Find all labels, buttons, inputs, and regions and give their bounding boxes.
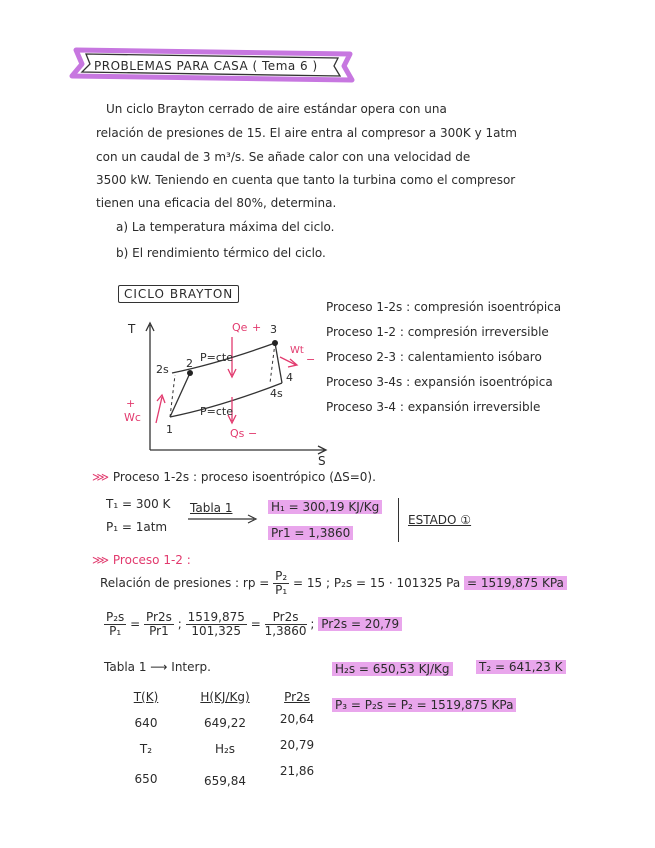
f4-den: 1,3860	[264, 624, 307, 638]
qs-label: Qs	[230, 427, 245, 440]
table-cell: 650	[134, 772, 158, 786]
table-cell: 649,22	[204, 716, 246, 730]
question-b: b) El rendimiento térmico del ciclo.	[116, 246, 326, 260]
qe-sign: +	[252, 321, 262, 334]
intro-line-2: relación de presiones de 15. El aire entra al compresor a 300K y 1atm	[96, 126, 517, 140]
wt-label: Wt	[290, 345, 304, 356]
axis-t-label: T	[128, 322, 136, 336]
process-4: Proceso 3-4s : expansión isoentrópica	[326, 375, 553, 389]
section1-header	[92, 470, 376, 484]
table-cell: 21,86	[279, 764, 315, 778]
intro-line-1: Un ciclo Brayton cerrado de aire estándar opera con una	[106, 102, 447, 116]
table-cell: 640	[134, 716, 158, 730]
ratio-value: = 15 ;	[293, 576, 331, 590]
h1-value: H₁ = 300,19 KJ/Kg	[268, 500, 382, 514]
f4-num: Pr2s	[265, 611, 307, 625]
fraction-pr2s-pr1	[144, 611, 174, 638]
tabla-interp: Tabla 1 ⟶ Interp.	[104, 660, 211, 674]
f1-den: P₁	[109, 624, 122, 638]
eq-1: =	[130, 617, 141, 631]
intro-line-3: con un caudal de 3 m³/s. Se añade calor con una velocidad de	[96, 150, 471, 164]
h2s-value: H₂s = 650,53 KJ/Kg	[332, 662, 453, 676]
section2-header-text: Proceso 1-2 :	[112, 553, 191, 567]
pr1-value: Pr1 = 1,3860	[268, 526, 353, 540]
p1-value: P₁ = 1atm	[106, 520, 168, 534]
page-title: PROBLEMAS PARA CASA ( Tema 6 )	[94, 59, 318, 73]
table-cell: H₂s	[214, 742, 236, 756]
wt-sign: −	[306, 353, 316, 366]
f2-den: Pr1	[149, 624, 169, 638]
section1-marker: ⋙	[92, 470, 110, 484]
process-3: Proceso 2-3 : calentamiento isóbaro	[326, 350, 542, 364]
table-header-h: H(KJ/Kg)	[200, 690, 250, 704]
process-5: Proceso 3-4 : expansión irreversible	[326, 400, 541, 414]
table-header-t: T(K)	[133, 690, 159, 704]
p-const-bottom: P=cte	[200, 405, 233, 418]
table-header-pr: Pr2s	[284, 690, 310, 704]
p2s-calc: P₂s = 15 · 101325 Pa	[333, 576, 461, 590]
ratio-den: P₁	[275, 583, 288, 597]
t1-value: T₁ = 300 K	[106, 497, 171, 511]
point-4-label: 4	[286, 371, 293, 384]
estado-label: ESTADO ①	[408, 513, 472, 527]
estado-divider	[398, 498, 399, 542]
table-cell: 659,84	[204, 774, 246, 788]
process-2: Proceso 1-2 : compresión irreversible	[326, 325, 549, 339]
t2-value: T₂ = 641,23 K	[476, 660, 566, 674]
fraction-p2s-p1	[104, 611, 126, 638]
p2s-value: = 1519,875 KPa	[464, 576, 567, 590]
table-cell: 20,79	[279, 738, 315, 752]
question-a: a) La temperatura máxima del ciclo.	[116, 220, 335, 234]
point-2-label: 2	[186, 357, 193, 370]
axis-s-label: S	[318, 454, 326, 465]
intro-line-4: 3500 kW. Teniendo en cuenta que tanto la turbina como el compresor	[96, 173, 516, 187]
table-cell: T₂	[139, 742, 153, 756]
intro-line-5: tienen una eficacia del 80%, determina.	[96, 196, 337, 210]
ratio-label: Relación de presiones : rp =	[100, 576, 270, 590]
fraction-pr2s-value	[265, 611, 307, 638]
section2-header	[92, 553, 191, 567]
pr2s-value: Pr2s = 20,79	[318, 617, 402, 631]
ts-diagram	[120, 315, 335, 465]
section2-marker: ⋙	[92, 553, 110, 567]
f3-num: 1519,875	[187, 610, 245, 624]
ratio-num: P₂	[275, 569, 288, 583]
wc-sign: +	[126, 397, 136, 410]
p3-value: P₃ = P₂s = P₂ = 1519,875 KPa	[332, 698, 516, 712]
fraction-pressures	[186, 611, 247, 638]
point-4s-label: 4s	[270, 387, 283, 400]
p-const-top: P=cte	[200, 351, 233, 364]
eq-3: =	[250, 617, 261, 631]
point-3-label: 3	[270, 323, 277, 336]
point-1-label: 1	[166, 423, 173, 436]
wc-label: Wc	[124, 411, 141, 424]
qs-sign: −	[248, 427, 258, 440]
ratio-line	[100, 570, 567, 597]
ratio-fraction	[273, 570, 289, 597]
cycle-box-label: CICLO BRAYTON	[118, 285, 239, 303]
process-1: Proceso 1-2s : compresión isoentrópica	[326, 300, 562, 314]
pr-ratio-line	[104, 610, 402, 638]
tabla-arrow	[188, 514, 260, 524]
f1-num: P₂s	[106, 610, 125, 624]
title-banner	[68, 46, 358, 86]
tabla-label: Tabla 1	[190, 501, 233, 515]
eq-2: ;	[177, 617, 182, 631]
point-2s-label: 2s	[156, 363, 169, 376]
f3-den: 101,325	[191, 624, 242, 638]
table-cell: 20,64	[279, 712, 315, 726]
f2-num: Pr2s	[146, 610, 172, 624]
qe-label: Qe	[232, 321, 248, 334]
eq-4: ;	[310, 617, 315, 631]
section1-header-text: Proceso 1-2s : proceso isoentrópico (ΔS=0).	[112, 470, 376, 484]
